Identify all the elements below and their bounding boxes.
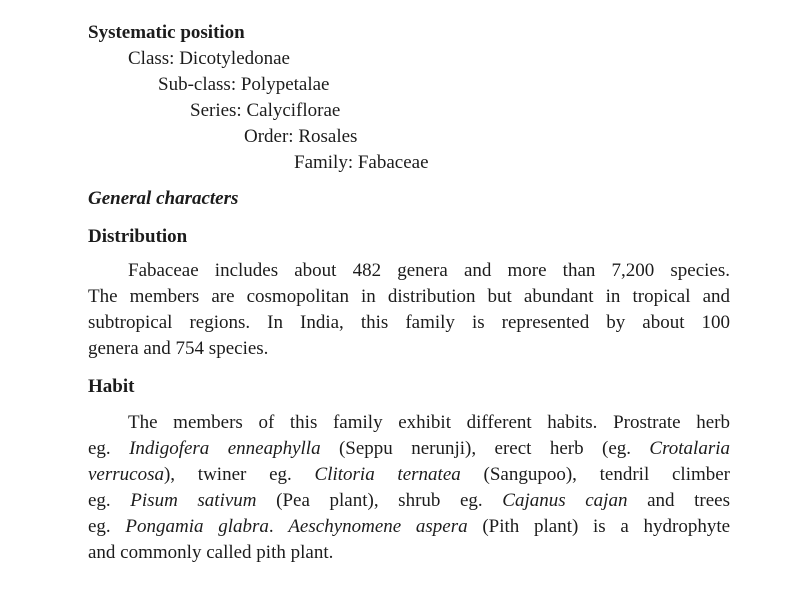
habit-text: eg.: [88, 516, 126, 537]
habit-text: (Seppu nerunji), erect herb (eg.: [320, 438, 650, 459]
habit-line: [88, 436, 730, 462]
species-name: Aeschynomene aspera: [288, 516, 468, 537]
taxonomy-class: Class: Dicotyledonae: [128, 48, 290, 69]
habit-text: eg.: [88, 438, 130, 459]
habit-text: ), twiner eg.: [163, 464, 315, 485]
habit-line: and commonly called pith plant.: [88, 542, 334, 563]
habit-text: (Sangupoo), tendril climber: [460, 464, 730, 485]
habit-line: [88, 514, 730, 540]
distribution-line: Fabaceae includes about 482 genera and more than 7,200 species.: [128, 260, 730, 281]
habit-text: and trees: [627, 490, 730, 511]
systematic-position-heading: Systematic position: [88, 22, 245, 43]
habit-text: (Pea plant), shrub eg.: [256, 490, 503, 511]
general-characters-heading: General characters: [88, 188, 239, 209]
habit-line: The members of this family exhibit different habits. Prostrate herb: [128, 412, 730, 433]
habit-text: (Pith plant) is a hydrophyte: [467, 516, 730, 537]
distribution-line: subtropical regions. In India, this family is represented by about 100: [88, 312, 730, 333]
distribution-line: The members are cosmopolitan in distribution but abundant in tropical and: [88, 286, 730, 307]
habit-text: .: [268, 516, 289, 537]
species-name: Clitoria ternatea: [314, 464, 461, 485]
species-name: Pongamia glabra: [125, 516, 269, 537]
habit-text: eg.: [88, 490, 131, 511]
distribution-paragraph: [88, 258, 730, 362]
species-name: Cajanus cajan: [502, 490, 628, 511]
habit-line: [88, 488, 730, 514]
species-name: verrucosa: [88, 464, 164, 485]
species-name: Pisum sativum: [130, 490, 257, 511]
habit-paragraph: [88, 410, 730, 566]
taxonomy-series: Series: Calyciflorae: [190, 100, 341, 121]
taxonomy-order: Order: Rosales: [244, 126, 358, 147]
habit-line: [88, 462, 730, 488]
distribution-line: genera and 754 species.: [88, 338, 269, 359]
habit-heading: Habit: [88, 376, 135, 397]
species-name: Indigofera enneaphylla: [129, 438, 321, 459]
distribution-heading: Distribution: [88, 226, 188, 247]
species-name: Crotalaria: [649, 438, 730, 459]
taxonomy-family: Family: Fabaceae: [294, 152, 429, 173]
taxonomy-subclass: Sub-class: Polypetalae: [158, 74, 330, 95]
